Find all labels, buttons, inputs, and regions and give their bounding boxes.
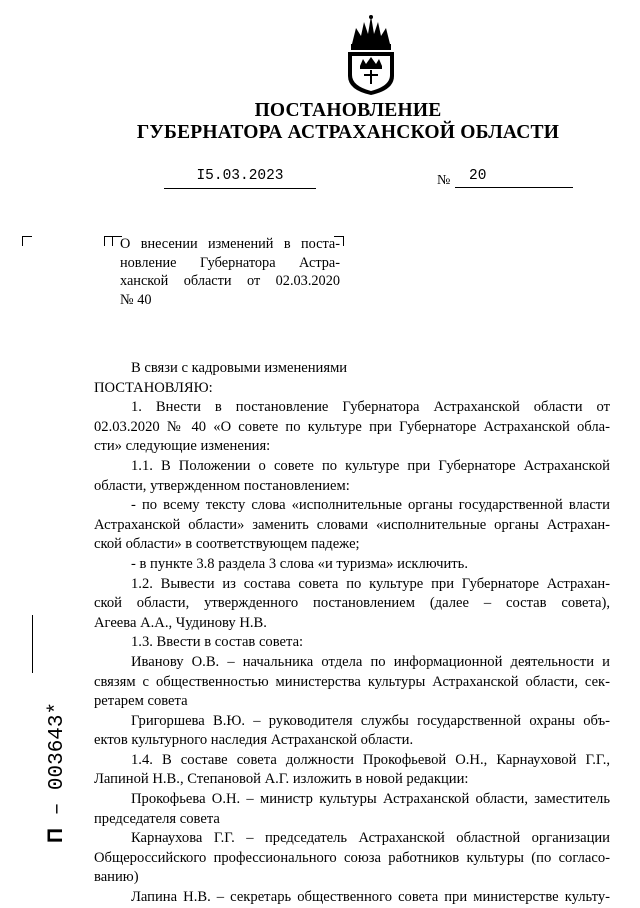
body-line: ванию) (94, 869, 139, 886)
body-line: Лапиной Н.В., Степановой А.Г. изложить в новой редакции: (94, 771, 469, 788)
subject-line: О внесении изменений в поста- (120, 236, 340, 252)
subject-line: новление Губернатора Астра- (120, 254, 340, 271)
body-line: председателя совета (94, 810, 220, 827)
body-line: - по всему тексту слова «исполнительные органы государственной власти (131, 497, 610, 514)
registration-stamp (44, 702, 69, 843)
body-line: Григоршева В.Ю. – руководителя службы государственной охраны объ- (131, 712, 610, 729)
body-line: Карнаухова Г.Г. – председатель Астраханской областной организации (131, 830, 610, 847)
document-body (94, 359, 610, 908)
number-label: № (437, 173, 451, 188)
body-line: 1.1. В Положении о совете по культуре при Губернаторе Астраханской (131, 457, 610, 474)
body-line: Астраханской области» заменить словами «исполнительные органы Астрахан- (94, 516, 610, 533)
stamp-code: – 003643* (46, 701, 69, 828)
doc-title-line2: ГУБЕРНАТОРА АСТРАХАНСКОЙ ОБЛАСТИ (136, 122, 560, 143)
body-line: Иванову О.В. – начальника отдела по информационной деятельности и (131, 653, 610, 670)
body-line: 1.4. В составе совета должности Прокофьевой О.Н., Карнауховой Г.Г., (131, 751, 610, 768)
body-line: Общероссийского профессионального союза работников культуры (по согласо- (94, 849, 610, 866)
document-number: 20 (455, 168, 573, 188)
body-line: ектов культурного наследия Астраханской области. (94, 732, 414, 749)
body-line: связям с общественностью министерства культуры Астраханской области, сек- (94, 673, 610, 690)
doc-title-line1: ПОСТАНОВЛЕНИЕ (254, 100, 442, 121)
margin-line (32, 615, 33, 673)
body-line: ской области» в соответствующем падеже; (94, 536, 360, 553)
body-line: В связи с кадровыми изменениями (131, 360, 348, 376)
body-line: ретарем совета (94, 693, 188, 710)
body-line: ПОСТАНОВЛЯЮ: (94, 379, 213, 396)
body-line: области, утвержденном постановлением: (94, 477, 350, 494)
stamp-prefix: П (44, 827, 67, 843)
body-line: 1.3. Ввести в состав совета: (131, 634, 304, 651)
body-line: сти» следующие изменения: (94, 438, 271, 455)
corner-mark-left (22, 236, 32, 246)
subject-line: № 40 (120, 291, 152, 308)
body-line: Лапина Н.В. – секретарь общественного совета при министерстве культу- (131, 889, 610, 906)
body-line: Прокофьева О.Н. – министр культуры Астраханской области, заместитель (131, 791, 610, 808)
coat-of-arms-icon (342, 14, 400, 96)
body-line: 1. Внести в постановление Губернатора Астраханской области от (131, 399, 610, 416)
subject-block (120, 235, 340, 309)
subject-line: ханской области от 02.03.2020 (120, 273, 340, 289)
document-date: I5.03.2023 (164, 168, 316, 189)
body-line: - в пункте 3.8 раздела 3 слова «и туризма» исключить. (131, 555, 468, 572)
body-line: Агеева А.А., Чудинову Н.В. (94, 614, 267, 631)
body-line: ской области, утвержденного постановлением (далее – состав совета), (94, 595, 610, 612)
body-line: 02.03.2020 № 40 «О совете по культуре при Губернаторе Астраханской обла- (94, 418, 610, 435)
body-line: 1.2. Вывести из состава совета по культуре при Губернаторе Астрахан- (131, 575, 610, 592)
